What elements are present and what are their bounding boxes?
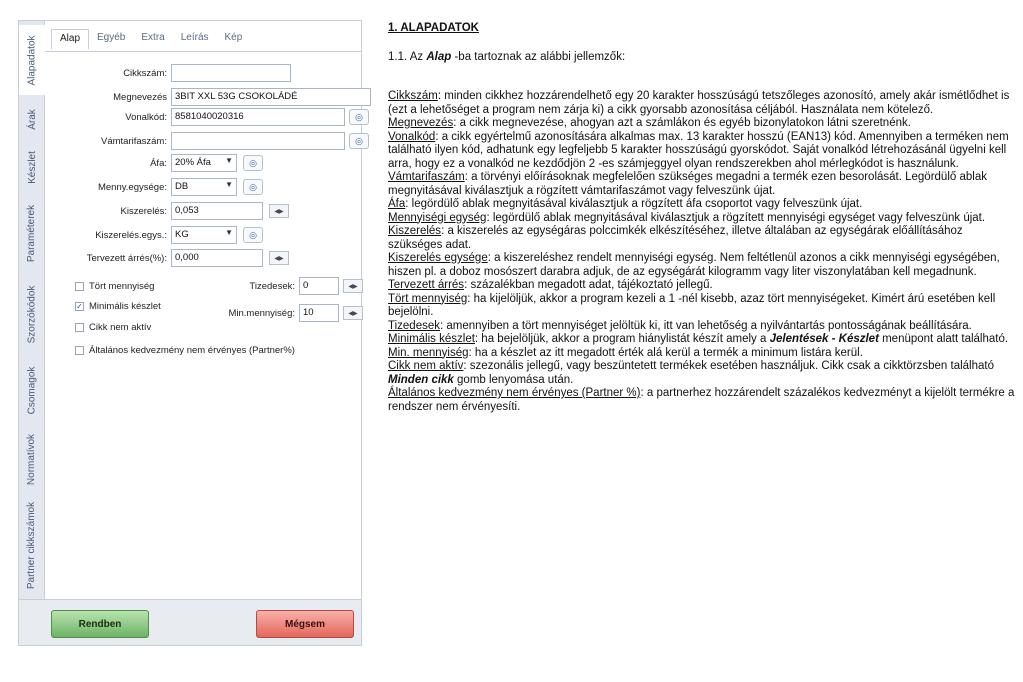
megnevezes-label: Megnevezés bbox=[113, 92, 167, 103]
doc-text: : a kiszereléshez rendelt mennyiségi egység. Nem feltétlenül azonos a cikk mennyiségi egységében, hiszen pl. a doboz mosószert darabra adjuk, de az egységárát kilogramm vagy liter viszonylatában kell megadnunk. bbox=[388, 252, 1000, 278]
megnevezes-field[interactable]: 3BIT XXL 53G CSOKOLÁDÉ bbox=[171, 88, 371, 106]
doc-bold: Jelentések - Készlet bbox=[769, 333, 879, 345]
tab-extra[interactable]: Extra bbox=[141, 32, 165, 43]
altalanos-checkbox[interactable] bbox=[75, 345, 295, 356]
doc-text: : százalékban megadott adat, tájékoztató jellegű. bbox=[464, 279, 713, 291]
tab-content-alap bbox=[45, 21, 361, 599]
cikk-nem-aktiv-box bbox=[75, 323, 84, 332]
doc-item bbox=[388, 90, 1016, 117]
vonalkod-label: Vonalkód: bbox=[125, 112, 167, 123]
tizedesek-label: Tizedesek: bbox=[249, 281, 295, 292]
doc-term: Általános kedvezmény nem érvényes (Partner %) bbox=[388, 387, 641, 399]
tab-egyeb[interactable]: Egyéb bbox=[97, 32, 126, 43]
vamtarifa-lookup-icon[interactable]: ◎ bbox=[349, 133, 369, 149]
min-menny-field[interactable]: 10 bbox=[299, 304, 339, 322]
kisz-egys-select[interactable] bbox=[171, 226, 237, 244]
item-dialog bbox=[18, 20, 362, 646]
doc-term: Tört mennyiség bbox=[388, 292, 468, 305]
doc-text: : szezonális jellegű, vagy beszüntetett termékek esetében használjuk. Cikk csak a cikktörzsben található bbox=[463, 360, 994, 372]
tort-box bbox=[75, 282, 84, 291]
min-menny-spinner[interactable]: ◀▶ bbox=[343, 306, 363, 320]
doc-term: Cikkszám bbox=[388, 90, 438, 102]
vtab-label: Készlet bbox=[26, 150, 38, 184]
tab-kep[interactable]: Kép bbox=[224, 32, 243, 43]
vamtarifa-label: Vámtarifaszám: bbox=[101, 136, 167, 147]
doc-text: : a partnerhez hozzárendelt százalékos kedvezményt a kijelölt termékre a rendszer nem érvényesíti. bbox=[388, 387, 1015, 413]
vtab-szorzokodok[interactable] bbox=[19, 273, 45, 355]
doc-item bbox=[388, 212, 1016, 226]
arres-label: Tervezett árrés(%): bbox=[86, 253, 167, 264]
doc-text: : legördülő ablak megnyitásával kiválasztjuk a rögzített mennyiségi egységet vagy felveszünk újat. bbox=[486, 211, 986, 224]
doc-item bbox=[388, 131, 1016, 172]
vtab-label: Partner cikkszámok bbox=[26, 501, 38, 589]
vtab-csomagok[interactable] bbox=[19, 357, 45, 423]
kiszereles-label: Kiszerelés: bbox=[120, 206, 167, 217]
doc-item bbox=[388, 225, 1016, 252]
menny-label: Menny.egysége: bbox=[97, 182, 167, 193]
chevron-down-icon: ▼ bbox=[225, 156, 233, 165]
cancel-button[interactable]: Mégsem bbox=[256, 610, 354, 638]
afa-label: Áfa: bbox=[150, 158, 167, 169]
kisz-egys-value: KG bbox=[175, 229, 189, 240]
cikkszam-field[interactable] bbox=[171, 64, 291, 82]
altalanos-label: Általános kedvezmény nem érvényes (Partner%) bbox=[89, 345, 295, 356]
doc-term: Tizedesek bbox=[388, 319, 440, 332]
intro-post: -ba tartoznak az alábbi jellemzők: bbox=[451, 50, 626, 63]
doc-term: Áfa bbox=[388, 198, 406, 210]
intro-bold: Alap bbox=[426, 50, 452, 63]
doc-intro bbox=[388, 51, 1016, 65]
doc-text: : ha kijelöljük, akkor a program kezeli a 1 -nél kisebb, azaz tört mennyiségeket. Kimért árú esetében kell bejelölni. bbox=[388, 292, 996, 318]
doc-term: Kiszerelés bbox=[388, 225, 442, 237]
vtab-label: Szorzókódok bbox=[26, 285, 38, 343]
doc-text: : a cikk egyértelmű azonosítására alkalmas max. 13 karakter hosszú (EAN13) kód. Amennyiben a terméken nem található ilyen kód, adhatunk egy legfeljebb 5 karakter hosszúságú gyorskódot. Saját vonalkód létrehozásánál ügyelni kell arra, hogy ez a vonalkód ne kezdődjön 2 -es számjeggyel olyan rendszerekben ahol mérlegkódot is használunk. bbox=[388, 130, 1009, 170]
vtab-keszlet[interactable] bbox=[19, 141, 45, 193]
doc-item bbox=[388, 279, 1016, 293]
tab-leiras[interactable]: Leírás bbox=[180, 32, 209, 43]
min-menny-label: Min.mennyiség: bbox=[228, 308, 295, 319]
afa-value: 20% Áfa bbox=[175, 157, 211, 168]
menny-select[interactable] bbox=[171, 178, 237, 196]
kisz-egys-label: Kiszerelés.egys.: bbox=[95, 230, 167, 241]
kisz-egys-lookup-icon[interactable]: ◎ bbox=[243, 227, 263, 243]
tort-label: Tört mennyiség bbox=[89, 281, 155, 292]
menny-lookup-icon[interactable]: ◎ bbox=[243, 179, 263, 195]
afa-select[interactable] bbox=[171, 154, 237, 172]
doc-item bbox=[388, 252, 1016, 279]
tizedesek-field[interactable]: 0 bbox=[299, 277, 339, 295]
doc-bold: Minden cikk bbox=[388, 373, 454, 386]
doc-item bbox=[388, 387, 1016, 414]
doc-term: Mennyiségi egység bbox=[388, 211, 487, 224]
doc-text: : a kiszerelés az egységáras polccimkék elkészítéséhez, illetve általában az egységárak előállításához szükséges adat. bbox=[388, 225, 963, 251]
minimalis-box: ✓ bbox=[76, 302, 83, 311]
vtab-label: Normatívok bbox=[26, 433, 38, 485]
vertical-tab-strip bbox=[19, 21, 45, 599]
doc-text: : a törvényi előírásoknak megfelelően szükséges megadni a termék ezen besorolását. Legördülő ablak megnyitásával kiválasztjuk a rögzített vámtarifaszámot vagy felveszünk újat. bbox=[388, 171, 987, 197]
intro-pre: 1.1. Az bbox=[388, 50, 427, 63]
doc-text: : amennyiben a tört mennyiséget jelöltük ki, itt van lehetőség a nyilvántartás pontosságának beállítására. bbox=[440, 319, 972, 332]
doc-item bbox=[388, 117, 1016, 131]
help-document bbox=[388, 22, 1016, 414]
vtab-arak[interactable] bbox=[19, 99, 45, 139]
doc-item bbox=[388, 320, 1016, 334]
cikk-nem-aktiv-checkbox[interactable] bbox=[75, 322, 151, 333]
doc-text: : ha a készlet az itt megadott érték alá kerül a termék a minimum listára kerül. bbox=[468, 346, 863, 359]
tort-checkbox[interactable] bbox=[75, 281, 154, 292]
minimalis-checkbox[interactable] bbox=[75, 301, 161, 312]
chevron-down-icon: ▼ bbox=[225, 180, 233, 189]
afa-lookup-icon[interactable]: ◎ bbox=[243, 155, 263, 171]
doc-heading: 1. ALAPADATOK bbox=[388, 22, 479, 34]
arres-field[interactable]: 0,000 bbox=[171, 249, 263, 267]
dialog-footer bbox=[19, 599, 361, 645]
menny-value: DB bbox=[175, 181, 189, 192]
doc-text: menüpont alatt található. bbox=[878, 333, 1009, 345]
vonalkod-field[interactable]: 8581040020316 bbox=[171, 108, 345, 126]
arres-spinner[interactable]: ◀▶ bbox=[269, 251, 289, 265]
minimalis-label: Minimális készlet bbox=[89, 301, 161, 312]
vtab-label: Alapadatok bbox=[26, 34, 38, 86]
chevron-down-icon: ▼ bbox=[225, 228, 233, 237]
vtab-parameterek[interactable] bbox=[19, 195, 45, 271]
vtab-label: Csomagok bbox=[26, 366, 38, 414]
doc-term: Cikk nem aktív bbox=[388, 360, 464, 372]
doc-item bbox=[388, 347, 1016, 361]
doc-term: Tervezett árrés bbox=[388, 279, 465, 291]
doc-item bbox=[388, 333, 1016, 347]
doc-item bbox=[388, 171, 1016, 198]
cikkszam-label: Cikkszám: bbox=[123, 68, 167, 79]
doc-text: : a cikk megnevezése, ahogyan azt a számlákon és egyéb bizonylatokon látni szeretnénk. bbox=[453, 117, 911, 129]
barcode-lookup-icon[interactable]: ◎ bbox=[349, 109, 369, 125]
doc-term: Kiszerelés egysége bbox=[388, 252, 488, 264]
vtab-normativok[interactable] bbox=[19, 425, 45, 493]
tizedesek-spinner[interactable]: ◀▶ bbox=[343, 279, 363, 293]
doc-term: Vámtarifaszám bbox=[388, 171, 465, 183]
altalanos-box bbox=[75, 346, 84, 355]
doc-item bbox=[388, 198, 1016, 212]
vtab-alapadatok[interactable] bbox=[19, 25, 46, 95]
doc-term: Minimális készlet bbox=[388, 333, 475, 345]
vtab-label: Paraméterek bbox=[26, 204, 38, 262]
kiszereles-field[interactable]: 0,053 bbox=[171, 202, 263, 220]
doc-term: Vonalkód bbox=[388, 130, 436, 143]
vtab-label: Árak bbox=[26, 108, 38, 130]
doc-text: gomb lenyomása után. bbox=[453, 373, 574, 386]
doc-item bbox=[388, 360, 1016, 387]
tab-divider bbox=[45, 51, 361, 52]
cikk-nem-aktiv-label: Cikk nem aktív bbox=[89, 322, 152, 333]
doc-text: : legördülő ablak megnyitásával kiválasztjuk a rögzített áfa csoportot vagy felveszünk újat. bbox=[405, 198, 863, 210]
doc-text: : minden cikkhez hozzárendelhető egy 20 karakter hosszúságú tetszőleges azonosító, amely akár ismétlődhet is (ezt a lehetőséget a program nem zárja ki) a cikk gyorsabb azonosítása céljából. Használata nem kötelező. bbox=[388, 90, 1010, 116]
vamtarifa-field[interactable] bbox=[171, 132, 345, 150]
doc-item bbox=[388, 293, 1016, 320]
tab-alap[interactable]: Alap bbox=[51, 29, 89, 49]
tab-bar bbox=[51, 29, 250, 51]
doc-items bbox=[388, 90, 1016, 414]
vtab-partner-cikkszamok[interactable] bbox=[19, 495, 45, 595]
doc-term: Min. mennyiség bbox=[388, 346, 469, 359]
doc-text: : ha bejelöljük, akkor a program hiánylistát készít amely a bbox=[474, 333, 770, 345]
kiszereles-spinner[interactable]: ◀▶ bbox=[269, 204, 289, 218]
ok-button[interactable]: Rendben bbox=[51, 610, 149, 638]
doc-term: Megnevezés bbox=[388, 117, 454, 129]
